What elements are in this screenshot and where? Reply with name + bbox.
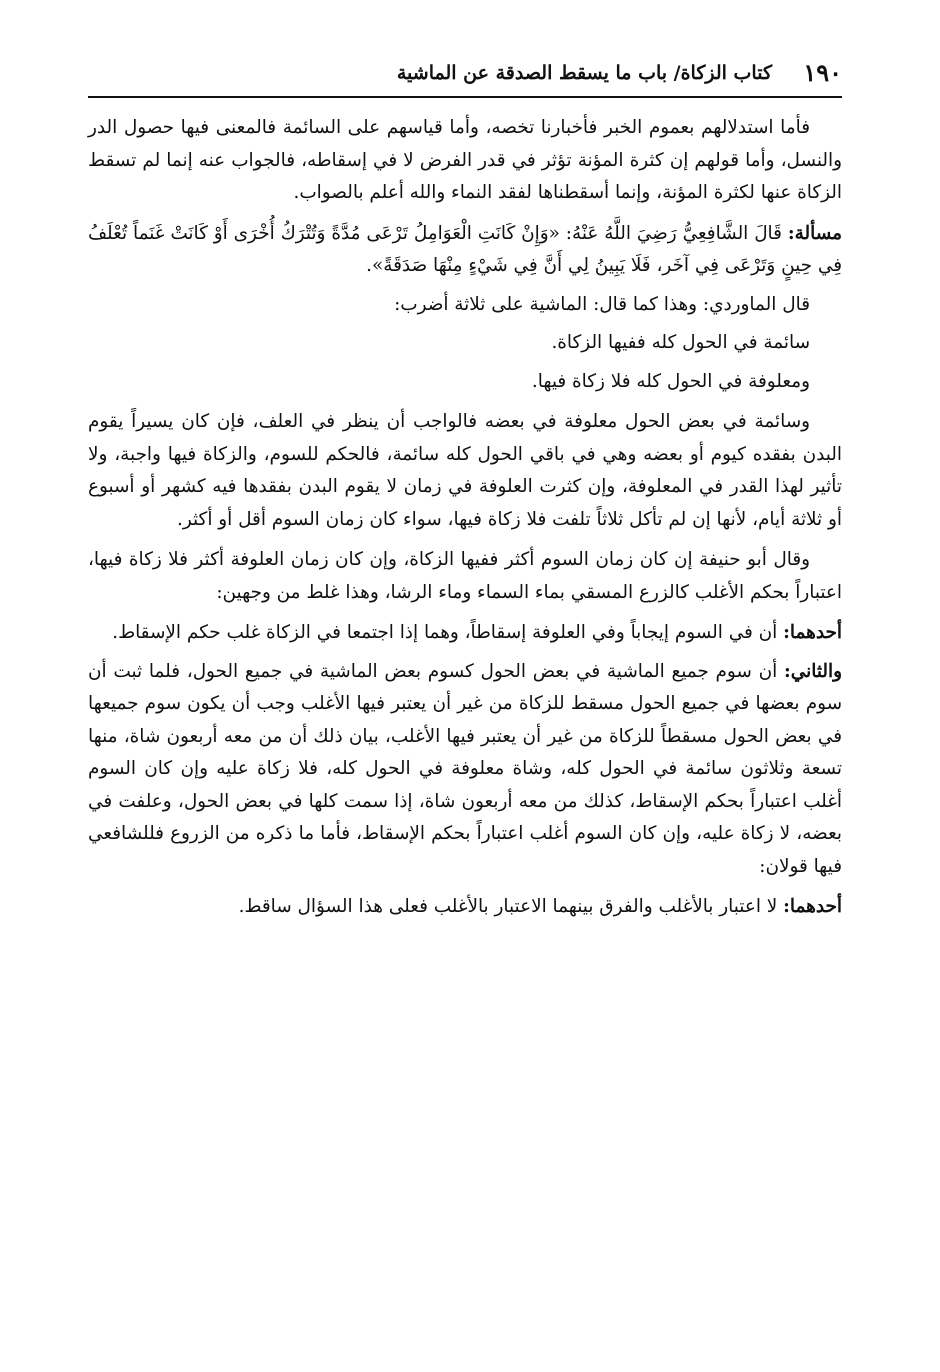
paragraph bbox=[88, 406, 842, 536]
paragraph-text: قَالَ الشَّافِعِيُّ رَضِيَ اللَّهُ عَنْهُ: «وَإِنْ كَانَتِ الْعَوَامِلُ تَرْعَى مُدَّةً وَتُتْرَكُ أُخْرَى أَوْ كَانَتْ غَنَماً تُعْلَفُ فِي حِينٍ وَتَرْعَى فِي آخَر، فَلَا يَبِينُ لِي أَنَّ فِي شَيْءٍ مِنْهَا صَدَقَةً». bbox=[88, 222, 842, 276]
paragraph-label: مسألة: bbox=[787, 222, 842, 244]
paragraph bbox=[88, 327, 842, 360]
paragraph-text: سائمة في الحول كله ففيها الزكاة. bbox=[551, 332, 810, 353]
paragraph-label: أحدهما: bbox=[783, 622, 842, 643]
paragraph-label: والثاني: bbox=[784, 660, 842, 682]
page-body bbox=[88, 112, 842, 930]
paragraph-text: وسائمة في بعض الحول معلوفة في بعضه فالواجب أن ينظر في العلف، فإن كان يسيراً يقوم البدن بفقده كيوم أو بعضه وهي في باقي الحول كله سائمة، فالحكم للسوم، والزكاة فيها واجبة، ولا تأثير لهذا القدر في المعلوفة، وإن كثرت العلوفة في زمان لا يقوم البدن بفقدها فيه كشهر أو أسبوع أو ثلاثة أيام، لأنها إن لم تأكل ثلاثاً تلفت فلا زكاة فيها، سواء كان زمان السوم أقل أو أكثر. bbox=[88, 411, 842, 530]
page-header bbox=[88, 56, 842, 98]
paragraph bbox=[88, 112, 842, 210]
paragraph bbox=[88, 617, 842, 650]
paragraph-text: ومعلوفة في الحول كله فلا زكاة فيها. bbox=[531, 370, 810, 392]
paragraph-text: أن في السوم إيجاباً وفي العلوفة إسقاطاً، وهما إذا اجتمعا في الزكاة غلب حكم الإسقاط. bbox=[112, 622, 778, 643]
paragraph-text: أن سوم جميع الماشية في بعض الحول كسوم بعض الماشية في جميع الحول، فلما ثبت أن سوم بعضها في جميع الحول مسقط للزكاة من غير أن يعتبر فيها الأغلب وجب أن يكون سوم جميعها في بعض الحول مسقطاً للزكاة من غير أن يعتبر فيها الأغلب، بيان ذلك أن من معه أربعون شاة، منها تسعة وثلاثون سائمة في الحول كله، وشاة معلوفة في الحول كله، فلا زكاة عليه وإن كان السوم أغلب اعتباراً بحكم الإسقاط، كذلك من معه أربعون شاة، إذا سمت كلها في بعض الحول، وعلفت في بعضه، لا زكاة عليه، وإن كان السوم أغلب اعتباراً بحكم الإسقاط، فأما ما ذكره من الزروع فللشافعي فيها قولان: bbox=[88, 660, 842, 877]
paragraph bbox=[88, 544, 842, 609]
paragraph-text: لا اعتبار بالأغلب والفرق بينهما الاعتبار بالأغلب فعلى هذا السؤال ساقط. bbox=[238, 896, 778, 917]
paragraph bbox=[88, 289, 842, 322]
paragraph-text: فأما استدلالهم بعموم الخبر فأخبارنا تخصه، وأما قياسهم على السائمة فالمعنى فيها حصول الدر والنسل، وأما قولهم إن كثرة المؤنة تؤثر في قدر الفرض لا في إسقاطه، فالجواب عنه إنما لم تسقط الزكاة عنها لكثرة المؤنة، وإنما أسقطناها لفقد النماء والله أعلم بالصواب. bbox=[88, 117, 842, 203]
paragraph bbox=[88, 366, 842, 399]
paragraph-text: وقال أبو حنيفة إن كان زمان السوم أكثر ففيها الزكاة، وإن كان زمان العلوفة أكثر فلا زكاة فيها، اعتباراً بحكم الأغلب كالزرع المسقي بماء السماء وماء الرشا، وهذا غلط من وجهين: bbox=[88, 549, 842, 603]
paragraph bbox=[88, 656, 842, 884]
paragraph bbox=[88, 891, 842, 924]
masala-paragraph bbox=[88, 218, 842, 283]
paragraph-label: أحدهما: bbox=[783, 896, 842, 917]
paragraph-text: قال الماوردي: وهذا كما قال: الماشية على ثلاثة أضرب: bbox=[394, 293, 810, 315]
page-number: ١٩٠ bbox=[803, 58, 842, 87]
running-title: كتاب الزكاة/ باب ما يسقط الصدقة عن الماشية bbox=[396, 62, 772, 84]
